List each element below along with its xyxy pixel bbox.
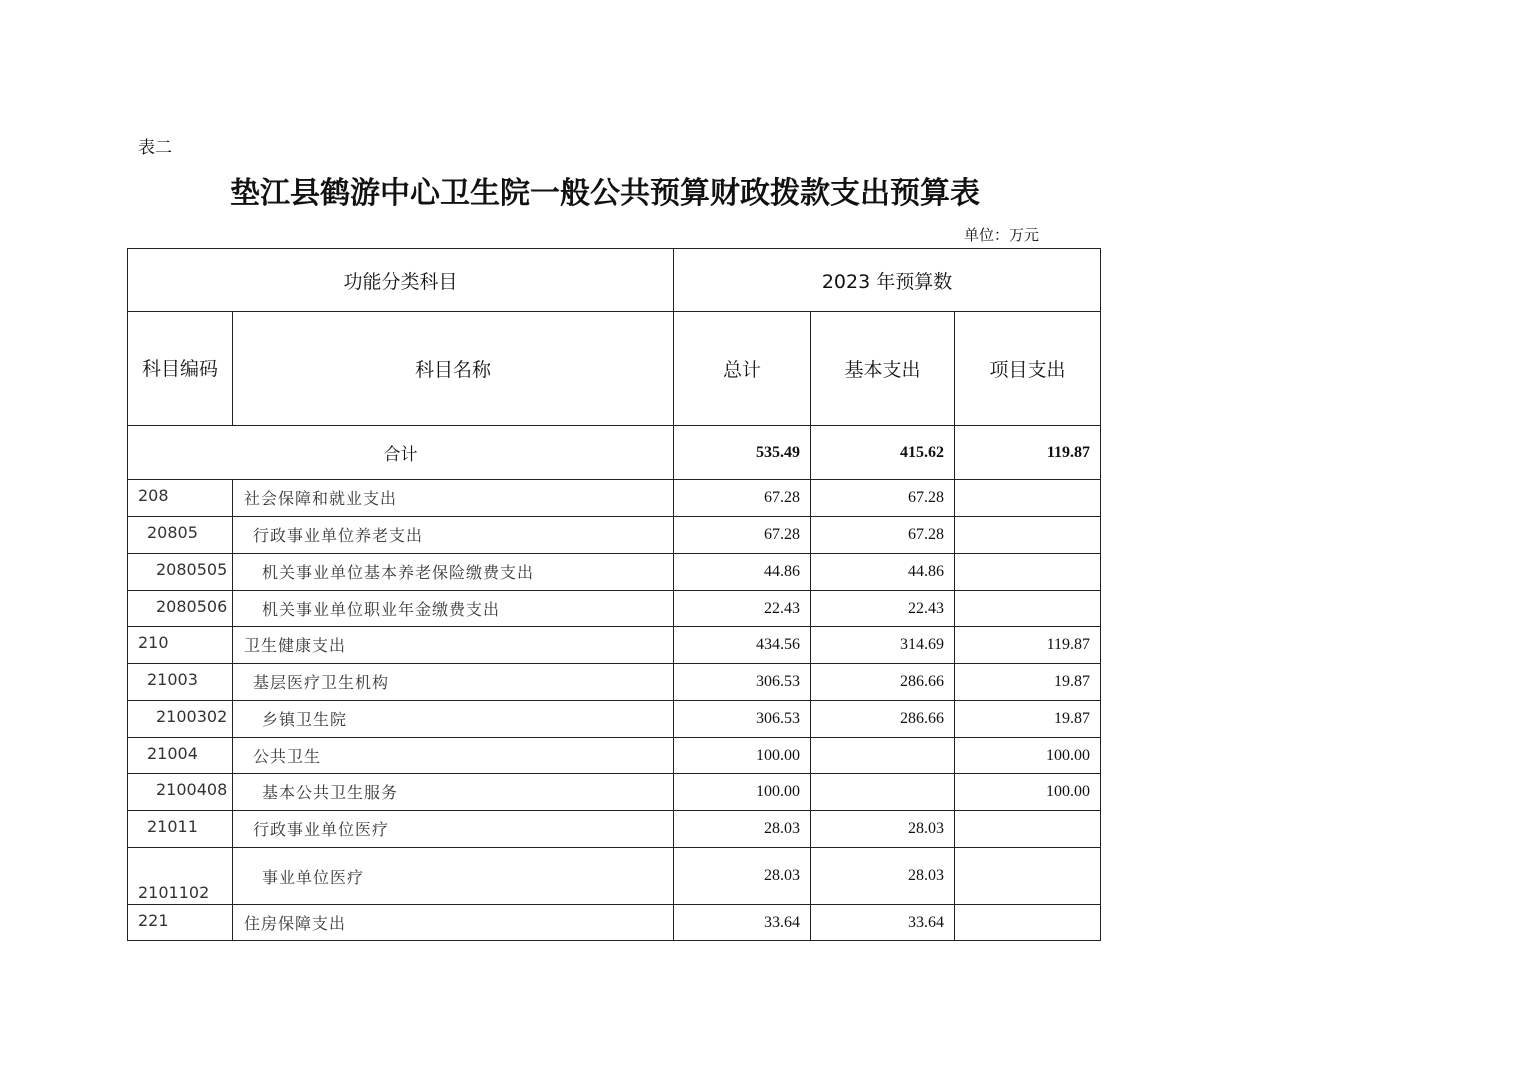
row-name: 行政事业单位医疗 <box>233 811 674 848</box>
table-row <box>128 848 1101 905</box>
row-name: 行政事业单位养老支出 <box>233 517 674 554</box>
row-code: 210 <box>128 627 233 664</box>
table-row <box>128 480 1101 517</box>
row-basic: 286.66 <box>811 701 955 738</box>
totals-basic: 415.62 <box>811 426 955 480</box>
row-total: 434.56 <box>674 627 811 664</box>
table-row <box>128 701 1101 738</box>
row-project <box>955 480 1101 517</box>
row-code: 2100408 <box>128 774 233 811</box>
table-row <box>128 738 1101 774</box>
row-total: 22.43 <box>674 591 811 627</box>
row-code: 2101102 <box>128 848 233 905</box>
row-name: 社会保障和就业支出 <box>233 480 674 517</box>
row-name: 基层医疗卫生机构 <box>233 664 674 701</box>
table-row <box>128 627 1101 664</box>
table-row <box>128 591 1101 627</box>
row-project <box>955 591 1101 627</box>
row-code: 21011 <box>128 811 233 848</box>
row-name: 住房保障支出 <box>233 905 674 941</box>
row-basic: 44.86 <box>811 554 955 591</box>
row-total: 67.28 <box>674 517 811 554</box>
header-row-columns <box>128 312 1101 426</box>
totals-project: 119.87 <box>955 426 1101 480</box>
row-basic: 28.03 <box>811 811 955 848</box>
row-code: 208 <box>128 480 233 517</box>
row-total: 28.03 <box>674 811 811 848</box>
row-project: 119.87 <box>955 627 1101 664</box>
header-project: 项目支出 <box>955 312 1101 426</box>
table-row <box>128 517 1101 554</box>
row-code: 221 <box>128 905 233 941</box>
row-name: 机关事业单位基本养老保险缴费支出 <box>233 554 674 591</box>
page-title: 垫江县鹤游中心卫生院一般公共预算财政拨款支出预算表 <box>230 176 980 211</box>
table-label: 表二 <box>138 138 172 158</box>
row-code: 2080505 <box>128 554 233 591</box>
table-row <box>128 905 1101 941</box>
totals-label: 合计 <box>128 426 674 480</box>
header-row-groups <box>128 249 1101 312</box>
header-functional-classification: 功能分类科目 <box>128 249 674 312</box>
row-code: 2100302 <box>128 701 233 738</box>
row-project: 19.87 <box>955 701 1101 738</box>
row-code: 21004 <box>128 738 233 774</box>
row-project <box>955 554 1101 591</box>
totals-row <box>128 426 1101 480</box>
row-total: 100.00 <box>674 738 811 774</box>
row-basic <box>811 738 955 774</box>
table-row <box>128 664 1101 701</box>
header-code: 科目编码 <box>128 312 233 426</box>
row-name: 机关事业单位职业年金缴费支出 <box>233 591 674 627</box>
row-name: 乡镇卫生院 <box>233 701 674 738</box>
row-basic: 33.64 <box>811 905 955 941</box>
row-project <box>955 811 1101 848</box>
row-project: 100.00 <box>955 738 1101 774</box>
row-basic: 67.28 <box>811 517 955 554</box>
table-row <box>128 774 1101 811</box>
row-project <box>955 848 1101 905</box>
row-project: 100.00 <box>955 774 1101 811</box>
row-project <box>955 905 1101 941</box>
row-code: 20805 <box>128 517 233 554</box>
row-name: 事业单位医疗 <box>233 848 674 905</box>
header-basic: 基本支出 <box>811 312 955 426</box>
table-row <box>128 554 1101 591</box>
row-total: 67.28 <box>674 480 811 517</box>
row-total: 44.86 <box>674 554 811 591</box>
row-name: 公共卫生 <box>233 738 674 774</box>
row-name: 基本公共卫生服务 <box>233 774 674 811</box>
row-total: 306.53 <box>674 701 811 738</box>
row-total: 306.53 <box>674 664 811 701</box>
row-total: 100.00 <box>674 774 811 811</box>
row-total: 33.64 <box>674 905 811 941</box>
row-name: 卫生健康支出 <box>233 627 674 664</box>
row-total: 28.03 <box>674 848 811 905</box>
row-code: 2080506 <box>128 591 233 627</box>
header-budget-year: 2023 年预算数 <box>674 249 1101 312</box>
row-project <box>955 517 1101 554</box>
row-code: 21003 <box>128 664 233 701</box>
row-project: 19.87 <box>955 664 1101 701</box>
row-basic: 28.03 <box>811 848 955 905</box>
header-total: 总计 <box>674 312 811 426</box>
header-name: 科目名称 <box>233 312 674 426</box>
row-basic <box>811 774 955 811</box>
row-basic: 314.69 <box>811 627 955 664</box>
row-basic: 286.66 <box>811 664 955 701</box>
row-basic: 22.43 <box>811 591 955 627</box>
unit-label: 单位：万元 <box>964 226 1040 244</box>
totals-total: 535.49 <box>674 426 811 480</box>
budget-table <box>127 248 1101 941</box>
row-basic: 67.28 <box>811 480 955 517</box>
table-row <box>128 811 1101 848</box>
